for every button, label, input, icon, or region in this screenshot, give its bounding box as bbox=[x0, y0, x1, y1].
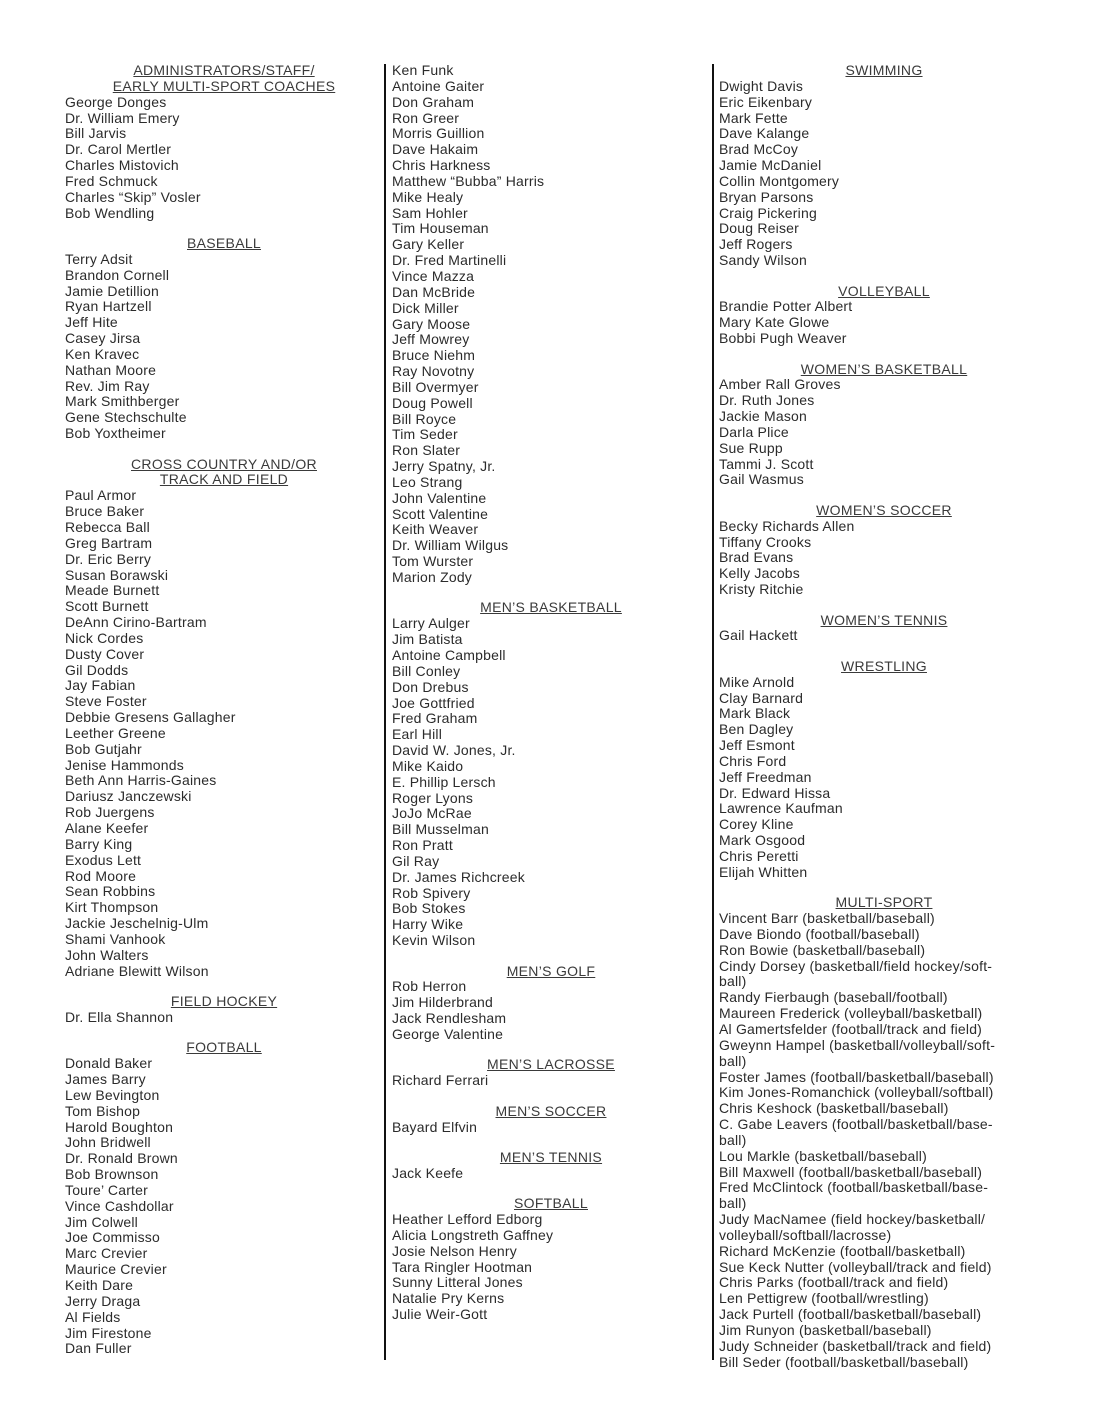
sport-section bbox=[719, 284, 1049, 347]
coach-name: Charles Mistovich bbox=[65, 157, 179, 174]
section-heading: CROSS COUNTRY AND/OR TRACK AND FIELD bbox=[131, 455, 317, 488]
coach-name: Dr. Fred Martinelli bbox=[392, 252, 507, 269]
coach-name: Dr. Ella Shannon bbox=[65, 1008, 174, 1025]
coach-name: Gary Moose bbox=[392, 315, 471, 332]
coach-name: Kirt Thompson bbox=[65, 899, 159, 916]
coach-name: Darla Plice bbox=[719, 423, 789, 440]
coach-name: Dr. Ruth Jones bbox=[719, 392, 815, 409]
coach-name: Vince Mazza bbox=[392, 267, 475, 284]
coach-name: Jamie McDaniel bbox=[719, 157, 822, 174]
coach-name: Barry King bbox=[65, 835, 133, 852]
coach-name: Sandy Wilson bbox=[719, 252, 807, 269]
section-heading: MULTI-SPORT bbox=[835, 894, 933, 911]
coach-name: John Walters bbox=[65, 946, 149, 963]
coach-name: Sue Rupp bbox=[719, 439, 783, 456]
coach-name: Rob Herron bbox=[392, 978, 467, 995]
sport-section bbox=[392, 1196, 710, 1323]
coach-name: Kim Jones-Romanchick (volleyball/softball) bbox=[719, 1084, 994, 1101]
coach-name: Jim Firestone bbox=[65, 1324, 152, 1341]
sport-section bbox=[65, 457, 383, 980]
coach-name: Tom Wurster bbox=[392, 553, 474, 570]
coach-name: Ben Dagley bbox=[719, 721, 794, 738]
coach-name: Sunny Litteral Jones bbox=[392, 1274, 523, 1291]
coach-name: Corey Kline bbox=[719, 816, 794, 833]
coach-name: Julie Weir-Gott bbox=[392, 1306, 488, 1323]
coach-name: Jeff Rogers bbox=[719, 236, 793, 253]
coach-name: Jeff Hite bbox=[65, 314, 118, 331]
coach-name: Jeff Esmont bbox=[719, 737, 795, 754]
coach-name: Antoine Gaiter bbox=[392, 77, 485, 94]
coach-name: Chris Ford bbox=[719, 752, 787, 769]
sport-section bbox=[65, 994, 383, 1026]
coach-name: Tiffany Crooks bbox=[719, 533, 812, 550]
coach-name: Jamie Detillion bbox=[65, 282, 160, 299]
coach-list bbox=[719, 519, 1049, 598]
section-heading: MEN’S GOLF bbox=[506, 962, 596, 979]
coach-name: Bruce Niehm bbox=[392, 347, 476, 364]
coach-name: Tim Houseman bbox=[392, 220, 489, 237]
section-heading: WRESTLING bbox=[841, 657, 927, 674]
sport-section bbox=[392, 1057, 710, 1089]
coach-name: Adriane Blewitt Wilson bbox=[65, 962, 209, 979]
coach-name: JoJo McRae bbox=[392, 805, 472, 822]
column-divider-right bbox=[712, 64, 714, 1360]
coach-list bbox=[392, 1212, 710, 1323]
section-heading: MEN’S SOCCER bbox=[495, 1102, 607, 1119]
section-heading: WOMEN’S TENNIS bbox=[820, 611, 948, 628]
sport-section bbox=[65, 1040, 383, 1357]
coach-name: Bill Jarvis bbox=[65, 125, 127, 142]
coach-name: Foster James (football/basketball/baseball) bbox=[719, 1068, 994, 1085]
section-heading: MEN’S BASKETBALL bbox=[480, 599, 622, 616]
coach-name: Maurice Crevier bbox=[65, 1261, 167, 1278]
sport-section bbox=[392, 63, 710, 586]
coach-name: Nathan Moore bbox=[65, 361, 157, 378]
coach-name: Bob Wendling bbox=[65, 204, 155, 221]
coach-name: Doug Powell bbox=[392, 394, 473, 411]
coach-name: Earl Hill bbox=[392, 726, 443, 743]
coach-name: Meade Burnett bbox=[65, 582, 160, 599]
coach-name: Leo Strang bbox=[392, 473, 463, 490]
section-heading: SOFTBALL bbox=[514, 1195, 588, 1212]
coach-name: Steve Foster bbox=[65, 693, 147, 710]
coach-name: Harry Wike bbox=[392, 916, 464, 933]
coach-name: Bobbi Pugh Weaver bbox=[719, 330, 847, 347]
coach-name: Beth Ann Harris-Gaines bbox=[65, 772, 217, 789]
coach-name: Jeff Freedman bbox=[719, 768, 812, 785]
coach-list bbox=[719, 628, 1049, 644]
coach-name: Gweynn Hampel (basketball/volleyball/soft- ball) bbox=[719, 1036, 996, 1069]
coach-name: Jay Fabian bbox=[65, 677, 136, 694]
coach-name: Tom Bishop bbox=[65, 1102, 141, 1119]
coach-name: Bob Yoxtheimer bbox=[65, 425, 166, 442]
coach-name: Kevin Wilson bbox=[392, 932, 476, 949]
coach-name: Mark Black bbox=[719, 705, 791, 722]
coach-name: Jack Keefe bbox=[392, 1164, 464, 1181]
coach-name: Al Gamertsfelder (football/track and field) bbox=[719, 1020, 983, 1037]
coach-name: Elijah Whitten bbox=[719, 863, 808, 880]
coach-name: Don Graham bbox=[392, 93, 475, 110]
coach-name: Eric Eikenbary bbox=[719, 93, 813, 110]
coach-name: Marc Crevier bbox=[65, 1245, 148, 1262]
coach-name: Matthew “Bubba” Harris bbox=[392, 172, 545, 189]
coach-name: Exodus Lett bbox=[65, 851, 142, 868]
coach-name: Dave Hakaim bbox=[392, 141, 479, 158]
coach-name: Jack Rendlesham bbox=[392, 1010, 507, 1027]
coach-name: Vincent Barr (basketball/baseball) bbox=[719, 910, 935, 927]
coach-name: Dr. Ronald Brown bbox=[65, 1150, 178, 1167]
coach-name: Dwight Davis bbox=[719, 77, 804, 94]
coach-name: Doug Reiser bbox=[719, 220, 800, 237]
coach-name: Dr. William Emery bbox=[65, 109, 180, 126]
coach-name: Keith Dare bbox=[65, 1276, 134, 1293]
coach-name: Alicia Longstreth Gaffney bbox=[392, 1226, 554, 1243]
coach-name: Larry Aulger bbox=[392, 615, 470, 632]
coach-name: Ron Bowie (basketball/baseball) bbox=[719, 941, 926, 958]
coach-name: Terry Adsit bbox=[65, 250, 133, 267]
coach-name: Fred McClintock (football/basketball/base- ball) bbox=[719, 1179, 989, 1212]
coach-name: Al Fields bbox=[65, 1308, 121, 1325]
coach-name: Mark Fette bbox=[719, 109, 788, 126]
sport-section bbox=[719, 362, 1049, 489]
coach-name: Mike Arnold bbox=[719, 673, 795, 690]
coach-name: Josie Nelson Henry bbox=[392, 1242, 517, 1259]
coach-name: Mark Smithberger bbox=[65, 393, 180, 410]
coach-name: Keith Weaver bbox=[392, 521, 479, 538]
coach-name: Richard Ferrari bbox=[392, 1072, 489, 1089]
coach-name: Jim Batista bbox=[392, 631, 463, 648]
coach-name: Gail Hackett bbox=[719, 627, 798, 644]
coach-name: DeAnn Cirino-Bartram bbox=[65, 614, 207, 631]
coach-name: Morris Guillion bbox=[392, 125, 485, 142]
coach-name: Bill Seder (football/basketball/baseball) bbox=[719, 1353, 969, 1370]
coach-list bbox=[392, 979, 710, 1042]
coach-name: George Valentine bbox=[392, 1025, 504, 1042]
coach-name: Don Drebus bbox=[392, 678, 469, 695]
coach-name: Bill Musselman bbox=[392, 821, 489, 838]
coach-name: Dave Kalange bbox=[719, 125, 810, 142]
sport-section bbox=[65, 63, 383, 221]
coach-name: Mike Kaido bbox=[392, 757, 464, 774]
coach-name: Dusty Cover bbox=[65, 645, 145, 662]
coach-list bbox=[65, 95, 383, 222]
coach-name: Shami Vanhook bbox=[65, 930, 166, 947]
coach-name: Ron Slater bbox=[392, 442, 461, 459]
coach-name: Rob Spivery bbox=[392, 884, 471, 901]
section-heading: ADMINISTRATORS/STAFF/ EARLY MULTI-SPORT COACHES bbox=[112, 62, 336, 94]
coach-name: Charles “Skip” Vosler bbox=[65, 188, 201, 205]
coach-name: Dr. Eric Berry bbox=[65, 550, 152, 567]
sport-section bbox=[392, 964, 710, 1043]
sport-section bbox=[65, 236, 383, 442]
coach-name: Bob Brownson bbox=[65, 1166, 159, 1183]
coach-list bbox=[392, 63, 710, 586]
sport-section bbox=[719, 63, 1049, 269]
coach-name: Dr. James Richcreek bbox=[392, 868, 525, 885]
coach-name: Toure’ Carter bbox=[65, 1181, 148, 1198]
coach-name: E. Phillip Lersch bbox=[392, 773, 496, 790]
coach-name: Joe Gottfried bbox=[392, 694, 475, 711]
coach-name: Chris Harkness bbox=[392, 157, 491, 174]
coach-name: Nick Cordes bbox=[65, 629, 144, 646]
coach-name: Mary Kate Glowe bbox=[719, 314, 830, 331]
coach-name: Gary Keller bbox=[392, 236, 465, 253]
coach-name: C. Gabe Leavers (football/basketball/base- ball) bbox=[719, 1116, 993, 1148]
coach-name: Amber Rall Groves bbox=[719, 376, 841, 393]
coach-name: Sean Robbins bbox=[65, 883, 156, 900]
coach-name: Joe Commisso bbox=[65, 1229, 160, 1246]
coach-name: Brandon Cornell bbox=[65, 266, 170, 283]
coach-name: Chris Keshock (basketball/baseball) bbox=[719, 1100, 949, 1117]
coach-list bbox=[719, 911, 1049, 1370]
coach-name: Dick Miller bbox=[392, 299, 459, 316]
coach-name: Craig Pickering bbox=[719, 204, 817, 221]
coach-name: Dan Fuller bbox=[65, 1340, 132, 1357]
section-heading: BASEBALL bbox=[187, 235, 261, 252]
coach-name: Antoine Campbell bbox=[392, 646, 506, 663]
coach-name: Chris Peretti bbox=[719, 847, 799, 864]
coach-name: Dr. William Wilgus bbox=[392, 537, 509, 554]
sport-section bbox=[392, 1150, 710, 1182]
section-heading: SWIMMING bbox=[845, 62, 923, 78]
coach-name: Mike Healy bbox=[392, 188, 464, 205]
coach-name: Tara Ringler Hootman bbox=[392, 1258, 533, 1275]
coach-name: James Barry bbox=[65, 1071, 146, 1087]
coach-name: Dr. Edward Hissa bbox=[719, 784, 831, 801]
coach-name: Lawrence Kaufman bbox=[719, 800, 843, 817]
coach-name: Brad Evans bbox=[719, 549, 794, 566]
coach-list bbox=[719, 299, 1049, 347]
coach-name: Rev. Jim Ray bbox=[65, 377, 150, 394]
coach-name: Lew Bevington bbox=[65, 1086, 160, 1103]
coach-name: Heather Lefford Edborg bbox=[392, 1211, 543, 1228]
coach-name: Len Pettigrew (football/wrestling) bbox=[719, 1290, 929, 1307]
sport-section bbox=[392, 600, 710, 949]
coach-name: Rebecca Ball bbox=[65, 518, 150, 535]
coach-name: Jenise Hammonds bbox=[65, 756, 184, 773]
coach-name: Scott Valentine bbox=[392, 505, 489, 522]
coach-name: Alane Keefer bbox=[65, 820, 149, 836]
coach-name: Ron Greer bbox=[392, 109, 460, 126]
coach-name: Collin Montgomery bbox=[719, 172, 840, 189]
coach-name: Harold Boughton bbox=[65, 1118, 174, 1135]
section-heading: MEN’S TENNIS bbox=[499, 1148, 603, 1165]
section-heading: VOLLEYBALL bbox=[838, 282, 930, 299]
column-3 bbox=[719, 63, 1049, 1385]
coach-name: Dr. Carol Mertler bbox=[65, 141, 172, 158]
coach-name: Sam Hohler bbox=[392, 204, 468, 221]
coach-name: Ken Kravec bbox=[65, 345, 140, 362]
sport-section bbox=[719, 895, 1049, 1370]
coach-name: Paul Armor bbox=[65, 487, 137, 504]
coach-list bbox=[65, 1010, 383, 1026]
coach-name: Susan Borawski bbox=[65, 566, 169, 583]
coach-name: Bill Royce bbox=[392, 410, 457, 427]
coach-name: David W. Jones, Jr. bbox=[392, 742, 516, 759]
column-1 bbox=[65, 63, 383, 1372]
coach-list bbox=[65, 252, 383, 442]
coach-name: Debbie Gresens Gallagher bbox=[65, 709, 236, 726]
coach-name: Ray Novotny bbox=[392, 363, 475, 380]
coach-list bbox=[719, 675, 1049, 881]
coach-name: Donald Baker bbox=[65, 1055, 153, 1072]
coach-name: Jackie Mason bbox=[719, 408, 807, 425]
coach-name: Dan McBride bbox=[392, 283, 476, 300]
coach-name: Rob Juergens bbox=[65, 804, 155, 821]
section-heading: MEN’S LACROSSE bbox=[487, 1056, 615, 1073]
coach-name: Vince Cashdollar bbox=[65, 1197, 174, 1214]
coach-name: Randy Fierbaugh (baseball/football) bbox=[719, 989, 948, 1006]
coach-name: Jerry Spatny, Jr. bbox=[392, 458, 496, 475]
coach-name: John Bridwell bbox=[65, 1134, 151, 1151]
coach-name: Roger Lyons bbox=[392, 789, 474, 806]
coach-name: Gene Stechschulte bbox=[65, 409, 187, 426]
coach-name: Brandie Potter Albert bbox=[719, 298, 853, 315]
coach-list bbox=[392, 1166, 710, 1182]
section-heading: WOMEN’S BASKETBALL bbox=[800, 360, 968, 377]
sport-section bbox=[392, 1104, 710, 1136]
coach-list bbox=[719, 79, 1049, 269]
coach-name: Clay Barnard bbox=[719, 689, 804, 706]
coach-name: Kelly Jacobs bbox=[719, 565, 800, 582]
sport-section bbox=[719, 503, 1049, 598]
coach-name: Leether Greene bbox=[65, 724, 166, 741]
coach-name: Bill Overmyer bbox=[392, 378, 479, 395]
coach-name: Scott Burnett bbox=[65, 598, 149, 615]
coach-list bbox=[392, 616, 710, 949]
coach-name: Tammi J. Scott bbox=[719, 455, 814, 472]
coach-name: Ryan Hartzell bbox=[65, 298, 152, 315]
coach-name: George Donges bbox=[65, 93, 167, 110]
coach-name: Mark Osgood bbox=[719, 832, 806, 849]
coach-name: Dave Biondo (football/baseball) bbox=[719, 925, 920, 942]
coach-name: Rod Moore bbox=[65, 867, 137, 884]
coach-name: Jim Colwell bbox=[65, 1213, 138, 1230]
coach-list bbox=[392, 1120, 710, 1136]
column-2 bbox=[392, 63, 710, 1338]
coach-name: Brad McCoy bbox=[719, 141, 799, 158]
coach-name: Maureen Frederick (volleyball/basketball) bbox=[719, 1005, 983, 1022]
coach-name: Bill Conley bbox=[392, 662, 461, 679]
coach-name: Judy Schneider (basketball/track and field) bbox=[719, 1337, 992, 1354]
coach-name: Gil Ray bbox=[392, 852, 440, 869]
coach-name: Greg Bartram bbox=[65, 534, 153, 551]
coach-name: Ron Pratt bbox=[392, 837, 453, 854]
coach-name: Gail Wasmus bbox=[719, 471, 804, 488]
coach-name: Jim Hilderbrand bbox=[392, 994, 494, 1011]
coach-name: Bayard Elfvin bbox=[392, 1118, 478, 1135]
coach-name: Natalie Pry Kerns bbox=[392, 1290, 505, 1307]
coach-name: Kristy Ritchie bbox=[719, 581, 804, 598]
coach-name: Jackie Jeschelnig-Ulm bbox=[65, 915, 209, 932]
coach-name: Tim Seder bbox=[392, 426, 458, 443]
coach-name: Fred Schmuck bbox=[65, 172, 158, 189]
coach-name: Bob Gutjahr bbox=[65, 740, 142, 757]
coach-name: Sue Keck Nutter (volleyball/track and field) bbox=[719, 1258, 992, 1275]
coach-name: John Valentine bbox=[392, 489, 487, 506]
section-heading: WOMEN’S SOCCER bbox=[816, 501, 952, 518]
coach-name: Richard McKenzie (football/basketball) bbox=[719, 1242, 966, 1259]
coach-name: Jerry Draga bbox=[65, 1292, 141, 1309]
coach-name: Judy MacNamee (field hockey/basketball/ volleyball/softball/lacrosse) bbox=[719, 1211, 986, 1243]
coach-list bbox=[65, 1056, 383, 1357]
coach-name: Casey Jirsa bbox=[65, 330, 141, 347]
section-heading: FIELD HOCKEY bbox=[170, 993, 278, 1010]
coach-name: Dariusz Janczewski bbox=[65, 788, 192, 805]
coach-name: Cindy Dorsey (basketball/field hockey/soft- ball) bbox=[719, 957, 993, 990]
coach-name: Bill Maxwell (football/basketball/baseball) bbox=[719, 1163, 983, 1180]
coach-name: Lou Markle (basketball/baseball) bbox=[719, 1147, 927, 1164]
coach-list bbox=[719, 377, 1049, 488]
coach-name: Jeff Mowrey bbox=[392, 331, 470, 348]
coach-list bbox=[392, 1073, 710, 1089]
coach-name: Bruce Baker bbox=[65, 503, 145, 520]
coach-name: Ken Funk bbox=[392, 62, 454, 78]
sport-section bbox=[719, 659, 1049, 881]
coach-name: Chris Parks (football/track and field) bbox=[719, 1274, 949, 1291]
coach-name: Marion Zody bbox=[392, 569, 473, 585]
coach-name: Bryan Parsons bbox=[719, 188, 814, 205]
coach-name: Becky Richards Allen bbox=[719, 517, 855, 534]
sport-section bbox=[719, 613, 1049, 645]
column-divider-left bbox=[384, 64, 386, 1360]
coach-name: Jim Runyon (basketball/baseball) bbox=[719, 1322, 932, 1338]
coach-name: Fred Graham bbox=[392, 710, 478, 727]
coach-name: Gil Dodds bbox=[65, 661, 129, 678]
section-heading: FOOTBALL bbox=[186, 1039, 262, 1056]
coach-name: Bob Stokes bbox=[392, 900, 466, 917]
coach-list bbox=[65, 488, 383, 979]
coach-name: Jack Purtell (football/basketball/baseball) bbox=[719, 1306, 982, 1323]
